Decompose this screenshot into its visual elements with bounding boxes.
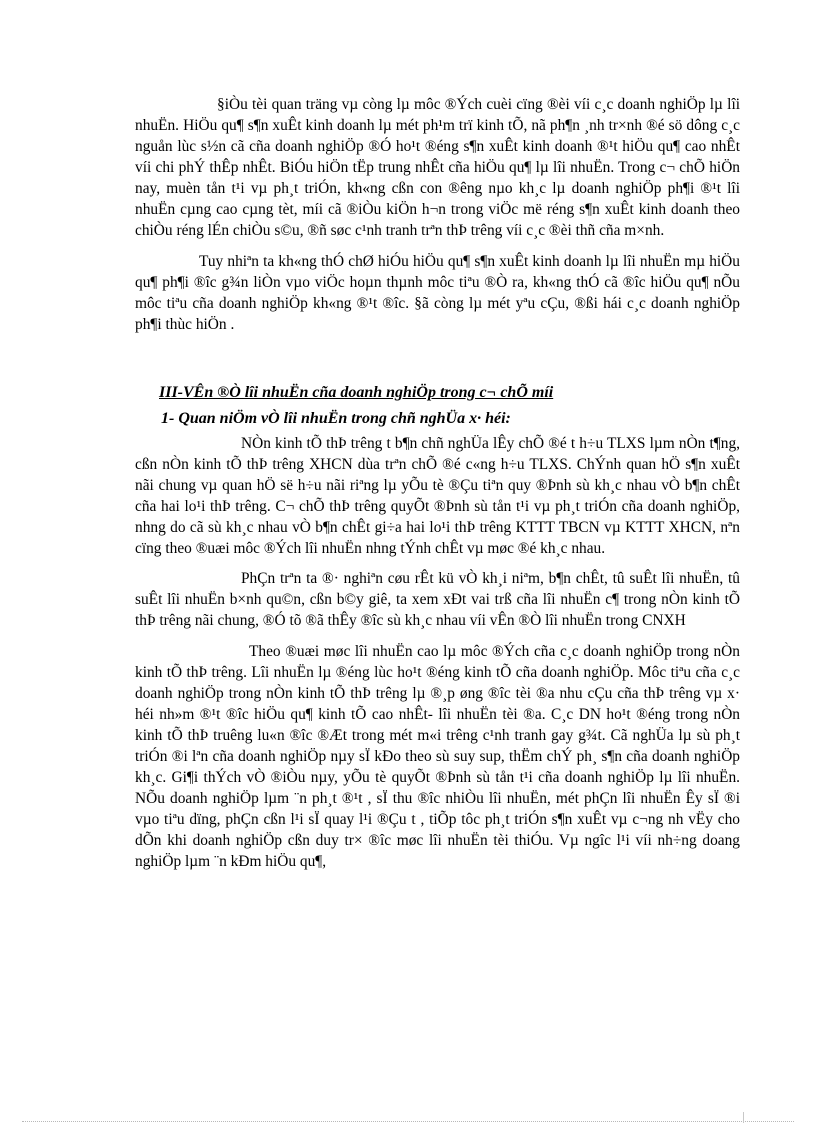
- page-content: [135, 94, 740, 872]
- page-corner-mark: [743, 1112, 744, 1123]
- section-heading: III-VÊn ®Ò lîi nhuËn cña doanh nghiÖp trong c¬ chÕ míi: [159, 384, 554, 401]
- subsection-heading: 1- Quan niÖm vÒ lîi nhuËn trong chñ nghÜa x· héi:: [161, 410, 511, 427]
- body-paragraph: PhÇn trªn ta ®· nghiªn cøu rÊt kü vÒ kh¸i niªm, b¶n chÊt, tû suÊt lîi nhuËn, tû suÊt lîi nhuËn b×nh qu©n, cßn b©y giê, ta xem xÐt vai trß cña lîi nhuËn c¶ trong nÒn kinh tÕ thÞ trêng nãi chung, ®Ó tõ ®ã thÊy ®îc sù kh¸c nhau víi vÊn ®Ò lîi nhuËn trong CNXH: [135, 570, 740, 629]
- body-paragraph: Tuy nhiªn ta kh«ng thÓ chØ hiÓu hiÖu qu¶ s¶n xuÊt kinh doanh lµ lîi nhuËn mµ hiÖu qu¶ ph¶i ®îc g¾n liÒn vµo viÖc hoµn thµnh môc tiªu ®Ò ra, kh«ng thÓ cã ®îc hiÖu qu¶ nÕu môc tiªu cña doanh nghiÖp kh«ng ®¹t ®îc. §ã còng lµ mét yªu cÇu, ®ßi hái c¸c doanh nghiÖp ph¶i thùc hiÖn .: [135, 253, 740, 333]
- body-paragraph: NÒn kinh tÕ thÞ trêng t b¶n chñ nghÜa lÊy chÕ ®é t h÷u TLXS lµm nÒn t¶ng, cßn nÒn kinh tÕ thÞ trêng XHCN dùa trªn chÕ ®é c«ng h÷u TLXS. ChÝnh quan hÖ s¶n xuÊt nãi chung vµ quan hÖ së h÷u nãi riªng lµ yÕu tè ®Çu tiªn quy ®Þnh sù kh¸c nhau vÒ b¶n chÊt cña hai lo¹i thÞ trêng. C¬ chÕ thÞ trêng quyÕt ®Þnh sù tån t¹i vµ ph¸t triÓn cña doanh nghiÖp, nhng do cã sù kh¸c nhau vÒ b¶n chÊt gi÷a hai lo¹i thÞ trêng KTTT TBCN vµ KTTT XHCN, nªn cïng theo ®uæi môc ®Ých lîi nhuËn nhng tÝnh chÊt vµ møc ®é kh¸c nhau.: [135, 435, 740, 557]
- body-paragraph: Theo ®uæi møc lîi nhuËn cao lµ môc ®Ých cña c¸c doanh nghiÖp trong nÒn kinh tÕ thÞ trêng. Lîi nhuËn lµ ®éng lùc ho¹t ®éng kinh tÕ cña doanh nghiÖp. Môc tiªu cña c¸c doanh nghiÖp trong nÒn kinh tÕ thÞ trêng lµ ®¸p øng ®îc tèi ®a nhu cÇu cña thÞ trêng vµ x· héi nh»m ®¹t ®îc hiÖu qu¶ kinh tÕ cao nhÊt- lîi nhuËn tèi ®a. C¸c DN ho¹t ®éng trong nÒn kinh tÕ thÞ truêng lu«n ®îc ®Æt trong mét m«i trêng c¹nh tranh gay g¾t. Cã nghÜa lµ sù ph¸t triÓn ®i lªn cña doanh nghiÖp nµy sÏ kÐo theo sù suy sup, thËm chÝ ph¸ s¶n cña doanh nghiÖp kh¸c. Gi¶i thÝch vÒ ®iÒu nµy, yÕu tè quyÕt ®Þnh sù tån t¹i cña doanh nghiÖp lµ lîi nhuËn. NÕu doanh nghiÖp lµm ¨n ph¸t ®¹t , sÏ thu ®îc nhiÒu lîi nhuËn, mét phÇn lîi nhuËn Êy sÏ ®i vµo tiªu dïng, phÇn cßn l¹i sÏ quay l¹i ®Çu t , tiÕp tôc ph¸t triÓn s¶n xuÊt vµ c¬ng nh vËy cho dÕn khi doanh nghiÖp cßn duy tr× ®îc møc lîi nhuËn tèi thiÓu. Vµ ngîc l¹i víi nh÷ng doang nghiÖp lµm ¨n kÐm hiÖu qu¶,: [135, 643, 740, 870]
- body-paragraph: §iÒu tèi quan träng vµ còng lµ môc ®Ých cuèi cïng ®èi víi c¸c doanh nghiÖp lµ lîi nhuËn. HiÖu qu¶ s¶n xuÊt kinh doanh lµ mét ph¹m trï kinh tÕ, nã ph¶n ¸nh tr×nh ®é sö dông c¸c nguån lùc s½n cã cña doanh nghiÖp ®Ó ho¹t ®éng s¶n xuÊt kinh doanh ®¹t hiÖu qu¶ cao nhÊt víi chi phÝ thÊp nhÊt. BiÓu hiÖn tËp trung nhÊt cña hiÖu qu¶ lµ lîi nhuËn. Trong c¬ chÕ hiÖn nay, muèn tån t¹i vµ ph¸t triÓn, kh«ng cßn con ®êng nµo kh¸c lµ doanh nghiÖp ph¶i ®¹t lîi nhuËn cµng cao cµng tèt, míi cã ®iÒu kiÖn h¬n trong viÖc më réng s¶n xuÊt kinh doanh theo chiÒu réng lÉn chiÒu s©u, ®ñ søc c¹nh tranh trªn thÞ trêng víi c¸c ®èi thñ cña m×nh.: [135, 96, 740, 239]
- page-bottom-border: [22, 1121, 794, 1122]
